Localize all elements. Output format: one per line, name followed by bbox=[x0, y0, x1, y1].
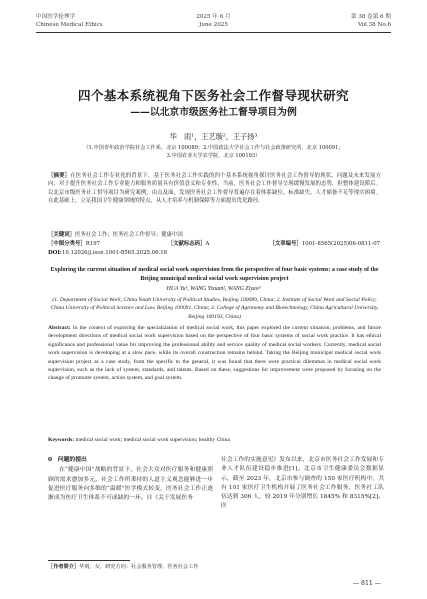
clc-value: R197 bbox=[85, 241, 101, 247]
english-affiliations: (1. Department of Social Work, China Youth University of Political Studies, Beijing 100089, China; 2. Institute of Social Work and Social Policy, China University of Political Science and Law, Beijing 100091, China; 3. College of Agronomy and Biotechnology, China Agricultural University, Beijing 100193, China) bbox=[50, 297, 379, 320]
keywords-cn bbox=[48, 231, 381, 239]
abstract-cn bbox=[48, 172, 381, 205]
article-title: 四个基本系统视角下医务社会工作督导现状研究 bbox=[78, 88, 349, 103]
doi-line bbox=[48, 249, 381, 257]
english-keywords bbox=[48, 436, 381, 444]
english-abstract-text: In the context of exploring the specialization of medical social work, this paper explored the current situation, problems, and future development directions of medical social work supervision based on the perspective of four basic systems of social work practice. It has ethical significance and professional value for improving the professional ability and service quality of medical social workers. Currently, medical social work supervision is developing at a slow pace, while its overall construction remains behind. Taking the Beijing municipal medical social work supervision project as a case study, from the specific to the general, it was found that there were practical dilemmas in medical social work supervision, such as the lack of system, standards, and talents. Based on these, suggestions for improvement were proposed by focusing on the change of promoter system, action system, and goal system. bbox=[48, 325, 381, 382]
footnote-divider bbox=[48, 560, 130, 561]
english-keywords-text: medical social work; medical social work supervision; healthy China bbox=[75, 437, 230, 443]
doi-value: 10.12026/j.issn.1001-8565.2025.06.18 bbox=[61, 250, 168, 256]
doc-code-value: A bbox=[205, 241, 210, 247]
running-header bbox=[36, 14, 391, 40]
body-paragraph: 在“健康中国”战略的背景下，社会大众对医疗服务和健康照顾的需求愈加多元，社会工作所秉持的人道主义观念能够进一步促进医疗服务向多维的“温暖”医学模式转变，医务社会工作正逐渐成为医疗卫生体系不可或缺的一环。自《关于发展医务 bbox=[48, 467, 213, 502]
doc-code-label: ［文献标志码］ bbox=[167, 241, 206, 247]
affiliation-line: 3.中国农业大学农学院，北京 100193） bbox=[166, 153, 261, 159]
article-no-label: ［文章编号］ bbox=[269, 241, 302, 247]
keywords-label: ［关键词］ bbox=[48, 232, 75, 238]
issue-date: 2025 年 6 月 June 2025 bbox=[196, 14, 231, 28]
affiliation-line: （1.中国青年政治学院社会工作系，北京 100089；2.中国政法大学社会工作与社会政策研究所，北京 100091； bbox=[83, 145, 344, 151]
affiliations bbox=[36, 144, 391, 160]
doi-label: DOI: bbox=[48, 250, 62, 256]
footnote-text: 华雨，女，研究方向：社会服务管理、医务社会工作 bbox=[79, 564, 199, 570]
volume-number: 第 38 卷第 6 期 Vol.38 No.6 bbox=[350, 14, 391, 28]
journal-name: 中国医学伦理学 Chinese Medical Ethics bbox=[36, 14, 103, 28]
page-number: — 811 — bbox=[352, 580, 381, 587]
english-authors: HUA Yu¹, WANG Yixuan², WANG Ziyao³ bbox=[166, 286, 261, 292]
body-column-left bbox=[48, 456, 213, 503]
section-heading: 0 问题的提出 bbox=[48, 457, 87, 463]
body-column-right bbox=[221, 456, 384, 512]
abstract-text: 在医务社会工作专业化的背景下，基于医务社会工作实践的四个基本系统视角探讨医务社会工作督导的现状、问题及未来发展方向，对于提升医务社会工作专业能力和服务质量具有价值意义和专业性。当前，医务社会工作督导呈现缓慢发展的态势，但整体建设滞后。以北京市级医务社工督导项目为研究案例，由点及面，发现医务社会工作督导普遍存在着体系缺位、标准缺失、人才储备不足等现实困境。在此基础上，立足我国卫生健康领域的特点，从人才培养与机制保障等方面提出优化路径。 bbox=[48, 173, 381, 204]
english-title: Exploring the current situation of medical social work supervision from the perspective of four basic systems: a case study of the Beijing municipal medical social work supervision project bbox=[50, 267, 379, 282]
keywords-text: 医务社会工作；医务社会工作督导；健康中国 bbox=[74, 232, 183, 238]
english-abstract bbox=[48, 324, 381, 383]
author-list: 华 雨¹，王艺璇²，王子扬³ bbox=[169, 132, 258, 141]
body-paragraph: 社会工作的实施意见》发布以来，北京市医务社会工作发展和专业人才队伍建设稳步推进[1]。北京市卫生健康委员会数据显示，截至 2023 年，北京市参与调查的 150 家医疗机构中，共有 101 家医疗卫生机构开展了医务社会工作服务，医务社工队伍达到 306 人，较 2019 年分别增长 1845% 和 8315%[2]。医 bbox=[221, 457, 384, 510]
footnote-label: ［作者简介］ bbox=[48, 564, 80, 570]
classification-line bbox=[48, 240, 381, 248]
header-divider bbox=[36, 32, 391, 33]
clc-label: ［中图分类号］ bbox=[48, 241, 86, 247]
author-footnote bbox=[48, 564, 381, 571]
english-abstract-label: Abstract: bbox=[48, 325, 71, 331]
english-keywords-label: Keywords: bbox=[48, 437, 75, 443]
article-no-value: 1001-8565(2025)06-0811-07 bbox=[301, 241, 381, 247]
article-subtitle: ——以北京市级医务社工督导项目为例 bbox=[130, 107, 297, 118]
abstract-label: ［摘要］ bbox=[48, 173, 71, 179]
